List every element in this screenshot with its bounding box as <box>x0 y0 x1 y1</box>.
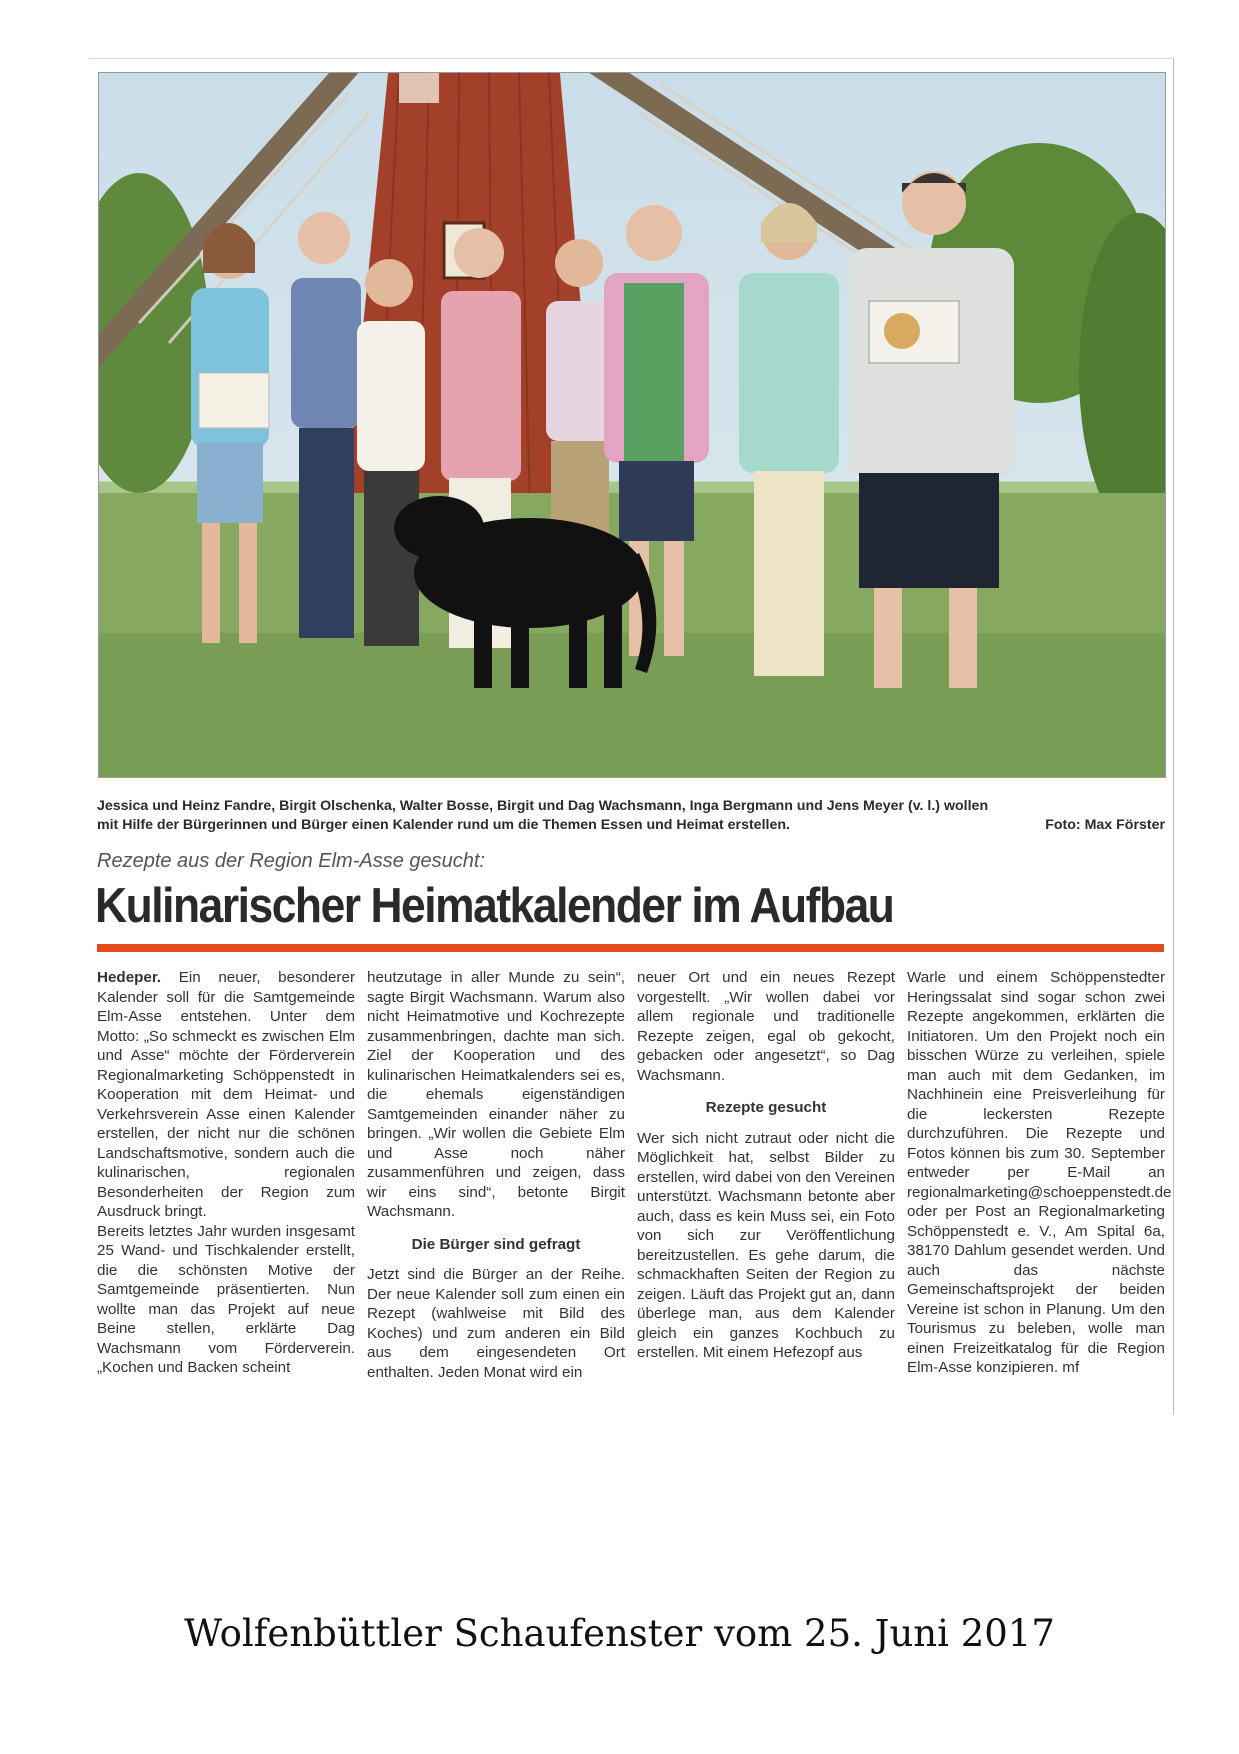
paragraph: heutzutage in aller Munde zu sein“, sagte Birgit Wachsmann. Warum also nicht Heimatmotive und Kochrezepte zusammenbringen, dachte man sich. Ziel der Kooperation und des kulinarischen Heimatkalenders sei es, die ehemals eigenständigen Samtgemeinden einander näher zu bringen. „Wir wollen die Gebiete Elm und Asse noch näher zusammenführen und zeigen, dass wir eins sind“, betonte Birgit Wachsmann. <box>367 969 625 1220</box>
article-kicker: Rezepte aus der Region Elm-Asse gesucht: <box>97 850 485 872</box>
paragraph-text: Ein neuer, besonderer Kalender soll für die Samtgemeinde Elm-Asse entstehen. Unter dem Motto: „So schmeckt es zwischen Elm und Asse“ möchte der Förderverein Regionalmarketing Schöppenstedt in Kooperation mit dem Heimat- und Verkehrsverein Asse einen Kalender erstellen, der nicht nur die schönen Landschaftsmotive, sondern auch die kulinarischen, regionalen Besonderheiten der Region zum Ausdruck bringt. <box>97 969 355 1220</box>
article-column-1 <box>97 968 355 1378</box>
paragraph: Wer sich nicht zutraut oder nicht die Möglichkeit hat, selbst Bilder zu erstellen, wird dabei von den Vereinen unterstützt. Wachsmann betonte aber auch, dass es kein Muss sei, ein Foto von sich zur Veröffentlichung bereitzustellen. Es gehe darum, die schmackhaften Seiten der Region zu zeigen. Läuft das Projekt gut an, dann überlege man, aus dem Kalender gleich ein ganzes Kochbuch zu erstellen. Mit einem Hefezopf aus <box>637 1129 895 1361</box>
photo-caption <box>97 797 1165 835</box>
paragraph: Jetzt sind die Bürger an der Reihe. Der neue Kalender soll zum einen ein Rezept (wahlweise mit Bild des Koches) und zum anderen ein Bild aus dem eingesendeten Ort enthalten. Jeden Monat wird ein <box>367 1266 625 1381</box>
article-column-4 <box>907 968 1172 1378</box>
dateline: Hedeper. <box>97 969 162 986</box>
subheading: Rezepte gesucht <box>705 1099 827 1116</box>
article-column-2 <box>367 968 625 1382</box>
windmill-group-illustration <box>99 73 1165 777</box>
photo-credit: Foto: Max Förster <box>1045 817 1165 833</box>
paragraph: neuer Ort und ein neues Rezept vorgestellt. „Wir wollen dabei vor allem regionale und traditionelle Rezepte zeigen, egal ob gekocht, gebacken oder angesetzt“, so Dag Wachsmann. <box>637 969 895 1084</box>
source-footer: Wolfenbüttler Schaufenster vom 25. Juni 2017 <box>184 1612 1055 1655</box>
article-photo <box>98 72 1166 778</box>
caption-line-2: mit Hilfe der Bürgerinnen und Bürger einen Kalender rund um die Themen Essen und Heimat erstellen. <box>97 817 790 833</box>
paragraph: Warle und einem Schöppenstedter Heringssalat sind sogar schon zwei Rezepte angekommen, erklärten die Initiatoren. Um den Projekt noch ein bisschen Würze zu verleihen, spiele man auch mit dem Gedanken, im Nachhinein eine Preisverleihung für die leckersten Rezepte durchzuführen. Die Rezepte und Fotos können bis zum 30. September entweder per E-Mail an regionalmarketing@schoeppenstedt.de oder per Post an Regionalmarketing Schöppenstedt e. V., Am Spital 6a, 38170 Dahlum gesendet werden. Und auch das nächste Gemeinschaftsprojekt der beiden Vereine ist schon in Planung. Um den Tourismus zu beleben, wolle man einen Freizeitkatalog für die Region Elm-Asse konzipieren. mf <box>907 969 1172 1376</box>
headline-rule <box>97 944 1164 952</box>
caption-line-1: Jessica und Heinz Fandre, Birgit Olschenka, Walter Bosse, Birgit und Dag Wachsmann, Inga Bergmann und Jens Meyer (v. l.) wollen <box>97 798 989 814</box>
article-column-3 <box>637 968 895 1363</box>
subheading: Die Bürger sind gefragt <box>411 1235 581 1253</box>
paragraph <box>97 968 355 1222</box>
paragraph: Bereits letztes Jahr wurden insgesamt 25 Wand- und Tischkalender erstellt, die die schönsten Motive der Samtgemeinde präsentierten. Nun wollte man das Projekt auf neue Beine stellen, erklärte Dag Wachsmann vom Förderverein. „Kochen und Backen scheint <box>97 1222 355 1376</box>
article-headline: Kulinarischer Heimatkalender im Aufbau <box>95 879 894 933</box>
